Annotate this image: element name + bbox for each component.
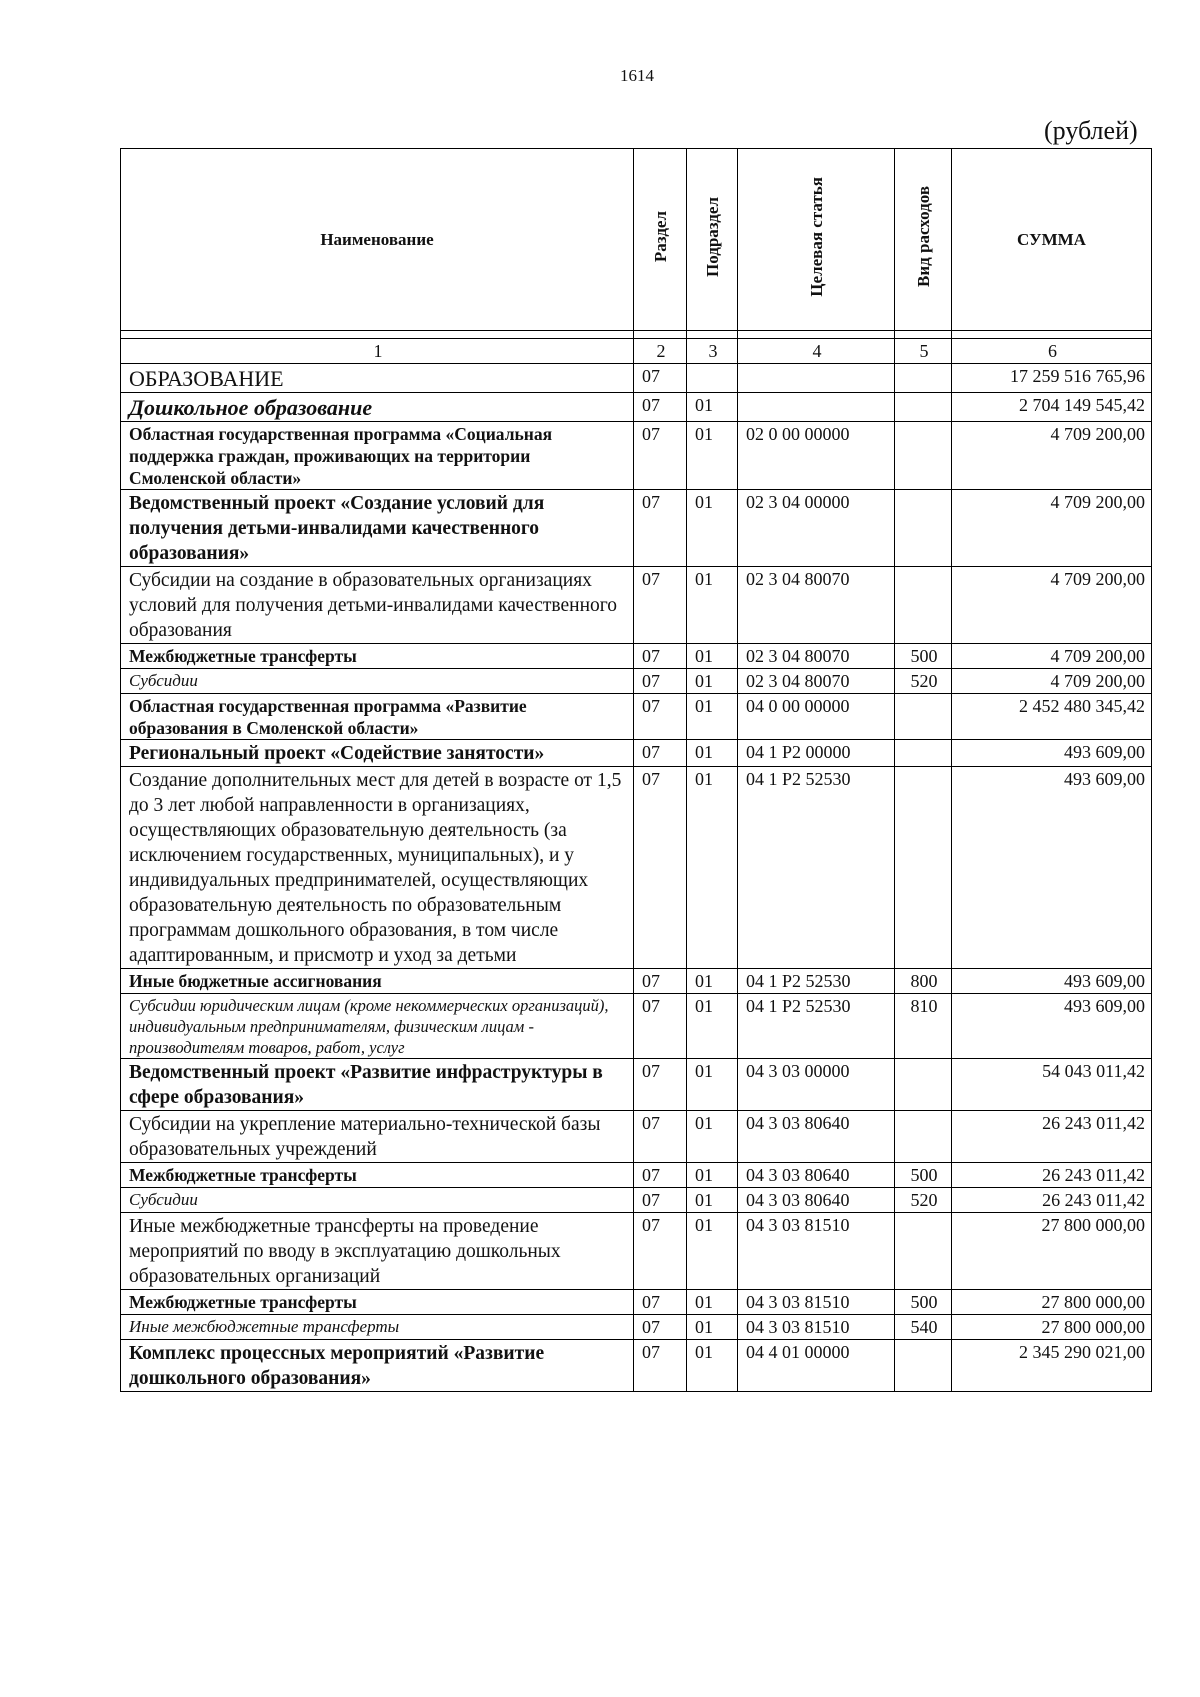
subsection-code: 01 xyxy=(687,567,738,644)
column-number: 4 xyxy=(738,339,895,364)
header-section xyxy=(634,149,687,331)
section-code: 07 xyxy=(634,767,687,969)
row-name: Межбюджетные трансферты xyxy=(121,644,634,669)
row-name: Иные межбюджетные трансферты xyxy=(121,1315,634,1340)
table-body xyxy=(121,364,1152,1392)
header-row xyxy=(121,149,1152,331)
amount-value: 4 709 200,00 xyxy=(952,669,1152,694)
subsection-code: 01 xyxy=(687,767,738,969)
row-name: Ведомственный проект «Развитие инфраструктуры в сфере образования» xyxy=(121,1059,634,1111)
table-row xyxy=(121,1059,1152,1111)
section-code: 07 xyxy=(634,694,687,740)
amount-value: 27 800 000,00 xyxy=(952,1213,1152,1290)
row-name: Субсидии юридическим лицам (кроме некоммерческих организаций), индивидуальным предпринимателям, физическим лицам - производителям товаров, работ, услуг xyxy=(121,994,634,1059)
subsection-code: 01 xyxy=(687,740,738,767)
expense-type-code: 800 xyxy=(895,969,952,994)
amount-value: 493 609,00 xyxy=(952,969,1152,994)
row-name: Областная государственная программа «Развитие образования в Смоленской области» xyxy=(121,694,634,740)
amount-value: 4 709 200,00 xyxy=(952,422,1152,490)
budget-table xyxy=(120,148,1152,1392)
row-name: Ведомственный проект «Создание условий для получения детьми-инвалидами качественного образования» xyxy=(121,490,634,567)
target-article-code: 04 1 P2 00000 xyxy=(738,740,895,767)
target-article-code: 04 0 00 00000 xyxy=(738,694,895,740)
table-row xyxy=(121,1111,1152,1163)
target-article-code: 02 3 04 80070 xyxy=(738,567,895,644)
amount-value: 27 800 000,00 xyxy=(952,1290,1152,1315)
expense-type-code: 810 xyxy=(895,994,952,1059)
subsection-code: 01 xyxy=(687,422,738,490)
header-subsection xyxy=(687,149,738,331)
header-subsection-label: Подраздел xyxy=(702,196,722,277)
target-article-code: 04 3 03 81510 xyxy=(738,1213,895,1290)
expense-type-code: 520 xyxy=(895,1188,952,1213)
expense-type-code xyxy=(895,1213,952,1290)
row-name: Региональный проект «Содействие занятости» xyxy=(121,740,634,767)
table-row xyxy=(121,994,1152,1059)
section-code: 07 xyxy=(634,567,687,644)
table-row xyxy=(121,1340,1152,1392)
subsection-code: 01 xyxy=(687,1315,738,1340)
subsection-code: 01 xyxy=(687,969,738,994)
subsection-code: 01 xyxy=(687,1340,738,1392)
section-code: 07 xyxy=(634,994,687,1059)
row-name: Субсидии xyxy=(121,1188,634,1213)
section-code: 07 xyxy=(634,393,687,422)
target-article-code: 02 3 04 80070 xyxy=(738,644,895,669)
expense-type-code xyxy=(895,694,952,740)
target-article-code: 04 4 01 00000 xyxy=(738,1340,895,1392)
target-article-code: 04 3 03 80640 xyxy=(738,1111,895,1163)
section-code: 07 xyxy=(634,1213,687,1290)
table-row xyxy=(121,669,1152,694)
column-number: 3 xyxy=(687,339,738,364)
table-row xyxy=(121,364,1152,393)
target-article-code: 04 3 03 00000 xyxy=(738,1059,895,1111)
expense-type-code: 500 xyxy=(895,644,952,669)
expense-type-code xyxy=(895,567,952,644)
table-row xyxy=(121,694,1152,740)
row-name: Создание дополнительных мест для детей в возрасте от 1,5 до 3 лет любой направленности в организациях, осуществляющих образовательную деятельность (за исключением государственных, муниципальных), и у индивидуальных предпринимателей, осуществляющих образовательную деятельность по образовательным программам дошкольного образования, в том числе адаптированным, и присмотр и уход за детьми xyxy=(121,767,634,969)
expense-type-code xyxy=(895,740,952,767)
section-code: 07 xyxy=(634,969,687,994)
expense-type-code xyxy=(895,767,952,969)
section-code: 07 xyxy=(634,1059,687,1111)
column-number: 1 xyxy=(121,339,634,364)
subsection-code: 01 xyxy=(687,1163,738,1188)
section-code: 07 xyxy=(634,1315,687,1340)
section-code: 07 xyxy=(634,1163,687,1188)
subsection-code: 01 xyxy=(687,1290,738,1315)
column-number: 6 xyxy=(952,339,1152,364)
target-article-code: 02 3 04 00000 xyxy=(738,490,895,567)
amount-value: 54 043 011,42 xyxy=(952,1059,1152,1111)
table-row xyxy=(121,393,1152,422)
amount-value: 493 609,00 xyxy=(952,994,1152,1059)
subsection-code: 01 xyxy=(687,644,738,669)
section-code: 07 xyxy=(634,490,687,567)
target-article-code: 02 0 00 00000 xyxy=(738,422,895,490)
amount-value: 4 709 200,00 xyxy=(952,644,1152,669)
expense-type-code: 500 xyxy=(895,1290,952,1315)
target-article-code: 04 3 03 80640 xyxy=(738,1163,895,1188)
table-row xyxy=(121,969,1152,994)
table-row xyxy=(121,740,1152,767)
amount-value: 26 243 011,42 xyxy=(952,1188,1152,1213)
section-code: 07 xyxy=(634,669,687,694)
row-name: Субсидии xyxy=(121,669,634,694)
expense-type-code: 520 xyxy=(895,669,952,694)
expense-type-code xyxy=(895,1111,952,1163)
section-code: 07 xyxy=(634,1188,687,1213)
table-row xyxy=(121,422,1152,490)
table-row xyxy=(121,1188,1152,1213)
subsection-code: 01 xyxy=(687,669,738,694)
section-code: 07 xyxy=(634,422,687,490)
row-name: ОБРАЗОВАНИЕ xyxy=(121,364,634,393)
expense-type-code xyxy=(895,490,952,567)
amount-value: 27 800 000,00 xyxy=(952,1315,1152,1340)
amount-value: 493 609,00 xyxy=(952,740,1152,767)
section-code: 07 xyxy=(634,1290,687,1315)
expense-type-code xyxy=(895,422,952,490)
section-code: 07 xyxy=(634,644,687,669)
expense-type-code: 540 xyxy=(895,1315,952,1340)
expense-type-code xyxy=(895,364,952,393)
amount-value: 17 259 516 765,96 xyxy=(952,364,1152,393)
row-name: Областная государственная программа «Социальная поддержка граждан, проживающих на территории Смоленской области» xyxy=(121,422,634,490)
amount-value: 4 709 200,00 xyxy=(952,490,1152,567)
table-row xyxy=(121,1163,1152,1188)
units-label: (рублей) xyxy=(1044,116,1138,145)
column-number: 5 xyxy=(895,339,952,364)
target-article-code: 04 3 03 81510 xyxy=(738,1315,895,1340)
table-row xyxy=(121,490,1152,567)
row-name: Межбюджетные трансферты xyxy=(121,1290,634,1315)
subsection-code: 01 xyxy=(687,994,738,1059)
amount-value: 2 704 149 545,42 xyxy=(952,393,1152,422)
section-code: 07 xyxy=(634,740,687,767)
header-gap xyxy=(121,331,1152,339)
table-row xyxy=(121,767,1152,969)
amount-value: 493 609,00 xyxy=(952,767,1152,969)
header-expense-type-label: Вид расходов xyxy=(913,186,933,287)
subsection-code: 01 xyxy=(687,694,738,740)
subsection-code: 01 xyxy=(687,1213,738,1290)
expense-type-code xyxy=(895,1340,952,1392)
target-article-code: 04 1 P2 52530 xyxy=(738,767,895,969)
section-code: 07 xyxy=(634,1111,687,1163)
amount-value: 26 243 011,42 xyxy=(952,1163,1152,1188)
row-name: Иные бюджетные ассигнования xyxy=(121,969,634,994)
page-number: 1614 xyxy=(620,66,654,85)
header-expense-type xyxy=(895,149,952,331)
target-article-code xyxy=(738,393,895,422)
header-amount: СУММА xyxy=(952,149,1152,331)
subsection-code: 01 xyxy=(687,1111,738,1163)
column-number-row xyxy=(121,339,1152,364)
table-row xyxy=(121,644,1152,669)
subsection-code: 01 xyxy=(687,490,738,567)
target-article-code: 04 1 P2 52530 xyxy=(738,994,895,1059)
section-code: 07 xyxy=(634,1340,687,1392)
target-article-code: 04 3 03 80640 xyxy=(738,1188,895,1213)
row-name: Комплекс процессных мероприятий «Развитие дошкольного образования» xyxy=(121,1340,634,1392)
target-article-code: 04 1 P2 52530 xyxy=(738,969,895,994)
table-row xyxy=(121,567,1152,644)
table-row xyxy=(121,1213,1152,1290)
header-target-article-label: Целевая статья xyxy=(806,176,826,297)
target-article-code: 04 3 03 81510 xyxy=(738,1290,895,1315)
subsection-code xyxy=(687,364,738,393)
table-row xyxy=(121,1315,1152,1340)
header-name: Наименование xyxy=(121,149,634,331)
amount-value: 4 709 200,00 xyxy=(952,567,1152,644)
header-target-article xyxy=(738,149,895,331)
row-name: Иные межбюджетные трансферты на проведение мероприятий по вводу в эксплуатацию дошкольных образовательных организаций xyxy=(121,1213,634,1290)
row-name: Межбюджетные трансферты xyxy=(121,1163,634,1188)
row-name: Дошкольное образование xyxy=(121,393,634,422)
amount-value: 2 345 290 021,00 xyxy=(952,1340,1152,1392)
target-article-code xyxy=(738,364,895,393)
section-code: 07 xyxy=(634,364,687,393)
expense-type-code xyxy=(895,1059,952,1111)
table-row xyxy=(121,1290,1152,1315)
amount-value: 26 243 011,42 xyxy=(952,1111,1152,1163)
header-section-label: Раздел xyxy=(650,210,670,263)
expense-type-code xyxy=(895,393,952,422)
subsection-code: 01 xyxy=(687,1188,738,1213)
target-article-code: 02 3 04 80070 xyxy=(738,669,895,694)
row-name: Субсидии на создание в образовательных организациях условий для получения детьми-инвалидами качественного образования xyxy=(121,567,634,644)
row-name: Субсидии на укрепление материально-технической базы образовательных учреждений xyxy=(121,1111,634,1163)
subsection-code: 01 xyxy=(687,393,738,422)
column-number: 2 xyxy=(634,339,687,364)
amount-value: 2 452 480 345,42 xyxy=(952,694,1152,740)
subsection-code: 01 xyxy=(687,1059,738,1111)
expense-type-code: 500 xyxy=(895,1163,952,1188)
